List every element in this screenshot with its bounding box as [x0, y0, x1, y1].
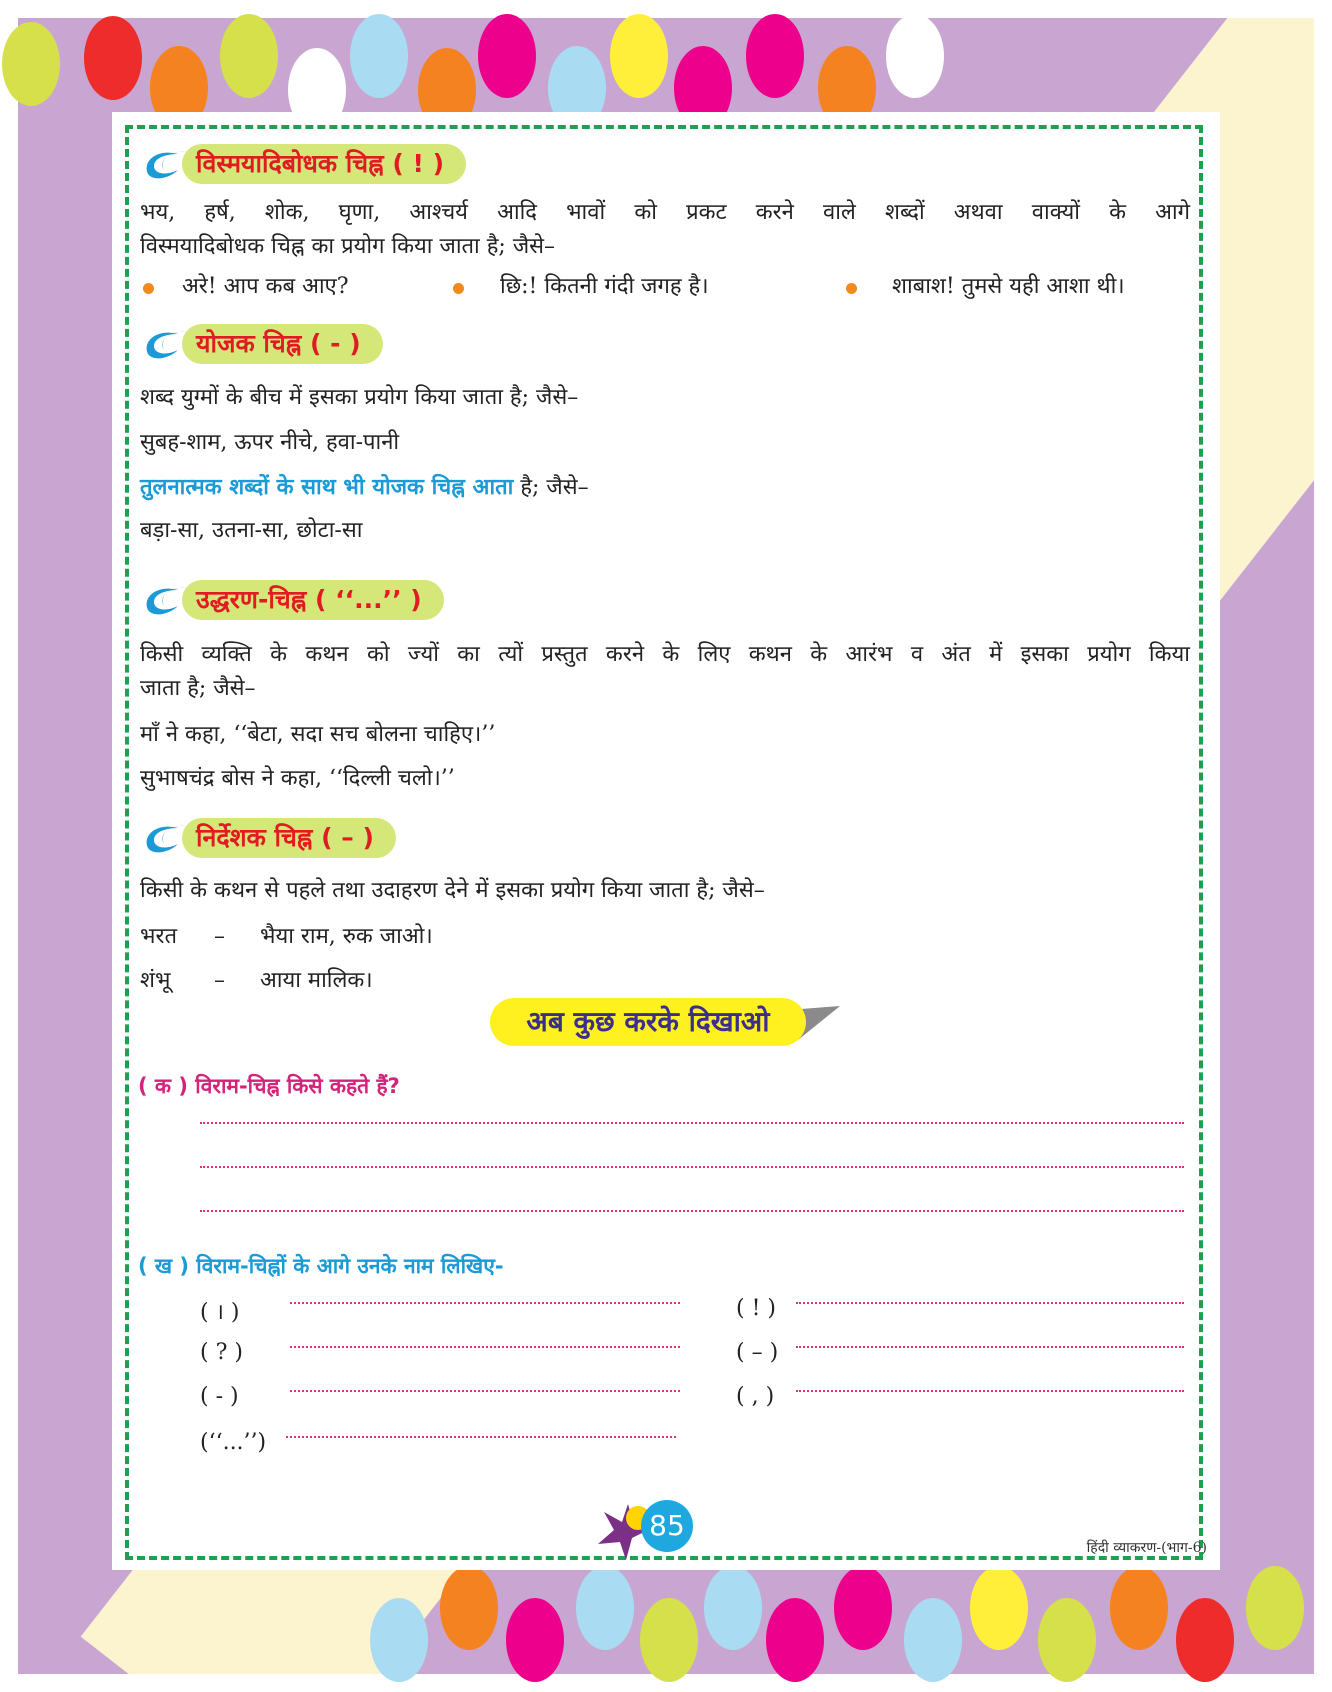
dialogue-text: भैया राम, रुक जाओ। [260, 924, 433, 949]
symbol-label: ( , ) [736, 1384, 775, 1409]
question-kha: ( ख ) विराम-चिह्नों के आगे उनके नाम लिखिए- [138, 1254, 504, 1278]
symbol-label: ( – ) [736, 1340, 779, 1365]
example-text: अरे! आप कब आए? [182, 274, 349, 299]
paragraph-rest: है; जैसे– [513, 475, 589, 500]
activity-banner [488, 994, 843, 1050]
example-text: छि:! कितनी गंदी जगह है। [500, 274, 709, 299]
answer-line[interactable] [796, 1302, 1184, 1304]
heading-label: योजक चिह्न ( - ) [182, 324, 383, 364]
paragraph: भय, हर्ष, शोक, घृणा, आश्चर्य आदि भावों को प्रकट करने वाले शब्दों अथवा वाक्यों के आगे [140, 200, 1190, 225]
heading-label: विस्मयादिबोधक चिह्न ( ! ) [182, 144, 466, 184]
paragraph: बड़ा-सा, उतना-सा, छोटा-सा [140, 518, 363, 543]
dialogue-speaker: शंभू [140, 968, 171, 993]
paragraph: किसी के कथन से पहले तथा उदाहरण देने में इसका प्रयोग किया जाता है; जैसे– [140, 878, 765, 903]
symbol-label: ( ? ) [200, 1340, 243, 1365]
answer-line[interactable] [200, 1122, 1184, 1124]
symbol-label: ( ! ) [736, 1296, 776, 1321]
bullet-icon [143, 283, 154, 294]
example-text: शाबाश! तुमसे यही आशा थी। [892, 274, 1125, 299]
symbol-label: ( - ) [200, 1384, 239, 1409]
footer-text: हिंदी व्याकरण-(भाग-6) [1086, 1540, 1207, 1556]
answer-line[interactable] [286, 1436, 676, 1438]
dialogue-dash: – [214, 924, 225, 949]
swirl-icon [138, 144, 188, 184]
symbol-label: (‘‘...’’) [200, 1430, 267, 1455]
heading-label: उद्धरण-चिह्न ( ‘‘...’’ ) [182, 580, 444, 620]
dialogue-dash: – [214, 968, 225, 993]
answer-line[interactable] [290, 1302, 680, 1304]
answer-line[interactable] [200, 1210, 1184, 1212]
paragraph: शब्द युग्मों के बीच में इसका प्रयोग किया जाता है; जैसे– [140, 385, 579, 410]
paragraph: सुबह-शाम, ऊपर नीचे, हवा-पानी [140, 430, 400, 455]
symbol-label: ( । ) [200, 1300, 240, 1325]
example-text: सुभाषचंद्र बोस ने कहा, ‘‘दिल्ली चलो।’’ [140, 766, 455, 791]
page-number: 85 [641, 1500, 693, 1552]
paragraph: किसी व्यक्ति के कथन को ज्यों का त्यों प्रस्तुत करने के लिए कथन के आरंभ व अंत में इसका प्रयोग किया [140, 642, 1190, 667]
dialogue-speaker: भरत [140, 924, 178, 949]
section-heading-hyphen [138, 324, 383, 364]
swirl-icon [138, 818, 188, 858]
example-text: माँ ने कहा, ‘‘बेटा, सदा सच बोलना चाहिए।’’ [140, 722, 496, 747]
section-heading-exclamation [138, 144, 466, 184]
paragraph [140, 472, 589, 503]
paragraph: जाता है; जैसे– [140, 676, 256, 701]
banner-title: अब कुछ करके दिखाओ [526, 1005, 770, 1038]
swirl-icon [138, 324, 188, 364]
paragraph: विस्मयादिबोधक चिह्न का प्रयोग किया जाता है; जैसे– [140, 234, 556, 259]
section-heading-dash [138, 818, 396, 858]
heading-label: निर्देशक चिह्न ( – ) [182, 818, 396, 858]
star-icon [598, 1504, 648, 1564]
swirl-icon [138, 580, 188, 620]
dialogue-text: आया मालिक। [260, 968, 373, 993]
bullet-icon [846, 283, 857, 294]
answer-line[interactable] [290, 1346, 680, 1348]
bullet-icon [453, 283, 464, 294]
answer-line[interactable] [796, 1390, 1184, 1392]
highlight-text: तुलनात्मक शब्दों के साथ भी योजक चिह्न आता [140, 474, 514, 500]
answer-line[interactable] [200, 1166, 1184, 1168]
answer-line[interactable] [290, 1390, 680, 1392]
answer-line[interactable] [796, 1346, 1184, 1348]
section-heading-quotation [138, 580, 444, 620]
question-ka: ( क ) विराम-चिह्न किसे कहते हैं? [138, 1074, 400, 1098]
